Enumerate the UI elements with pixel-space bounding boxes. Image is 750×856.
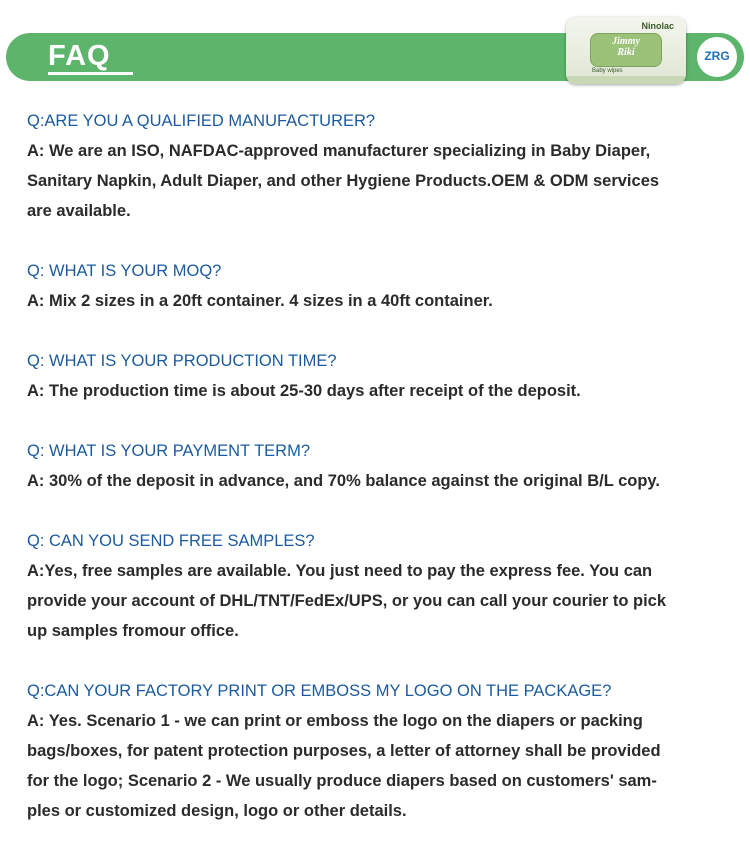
faq-answer: A: 30% of the deposit in advance, and 70% balance against the original B/L copy. <box>27 472 660 490</box>
faq-answer: A: We are an ISO, NAFDAC-approved manufacturer specializing in Baby Diaper, Sanitary Napkin, Adult Diaper, and other Hygiene Products.OEM & ODM services are available. <box>27 142 660 220</box>
faq-question: Q:ARE YOU A QUALIFIED MANUFACTURER? <box>27 112 376 130</box>
faq-answer: A: Mix 2 sizes in a 20ft container. 4 sizes in a 40ft container. <box>27 292 493 310</box>
faq-item <box>27 346 739 406</box>
faq-answer: A:Yes, free samples are available. You just need to pay the express fee. You can provide your account of DHL/TNT/FedEx/UPS, or you can call your courier to pick up samples fromour office. <box>27 562 667 640</box>
title-underline <box>48 72 133 75</box>
faq-question: Q: WHAT IS YOUR PRODUCTION TIME? <box>27 352 337 370</box>
faq-question: Q: WHAT IS YOUR PAYMENT TERM? <box>27 442 310 460</box>
baby-wipes-product-image <box>566 17 686 84</box>
product-brand: Ninolac <box>641 21 674 31</box>
faq-item <box>27 436 739 496</box>
faq-answer: A: Yes. Scenario 1 - we can print or emboss the logo on the diapers or packing bags/boxes, for patent protection purposes, a letter of attorney shall be provided for the logo; Scenario 2 - We usually produce diapers based on customers' sam- ples or customized design, logo or other details. <box>27 712 661 820</box>
product-label: Baby wipes <box>592 68 623 74</box>
faq-item <box>27 526 739 646</box>
product-name: Jimmy Riki <box>612 36 640 58</box>
product-stripe <box>566 76 686 84</box>
page-title: FAQ <box>48 40 111 72</box>
faq-item <box>27 256 739 316</box>
faq-question: Q:CAN YOUR FACTORY PRINT OR EMBOSS MY LOGO ON THE PACKAGE? <box>27 682 612 700</box>
faq-item <box>27 676 739 826</box>
faq-item <box>27 106 739 226</box>
company-logo-text: ZRG <box>704 49 730 63</box>
faq-list <box>27 106 739 856</box>
faq-answer: A: The production time is about 25-30 days after receipt of the deposit. <box>27 382 581 400</box>
faq-question: Q: WHAT IS YOUR MOQ? <box>27 262 222 280</box>
faq-question: Q: CAN YOU SEND FREE SAMPLES? <box>27 532 315 550</box>
